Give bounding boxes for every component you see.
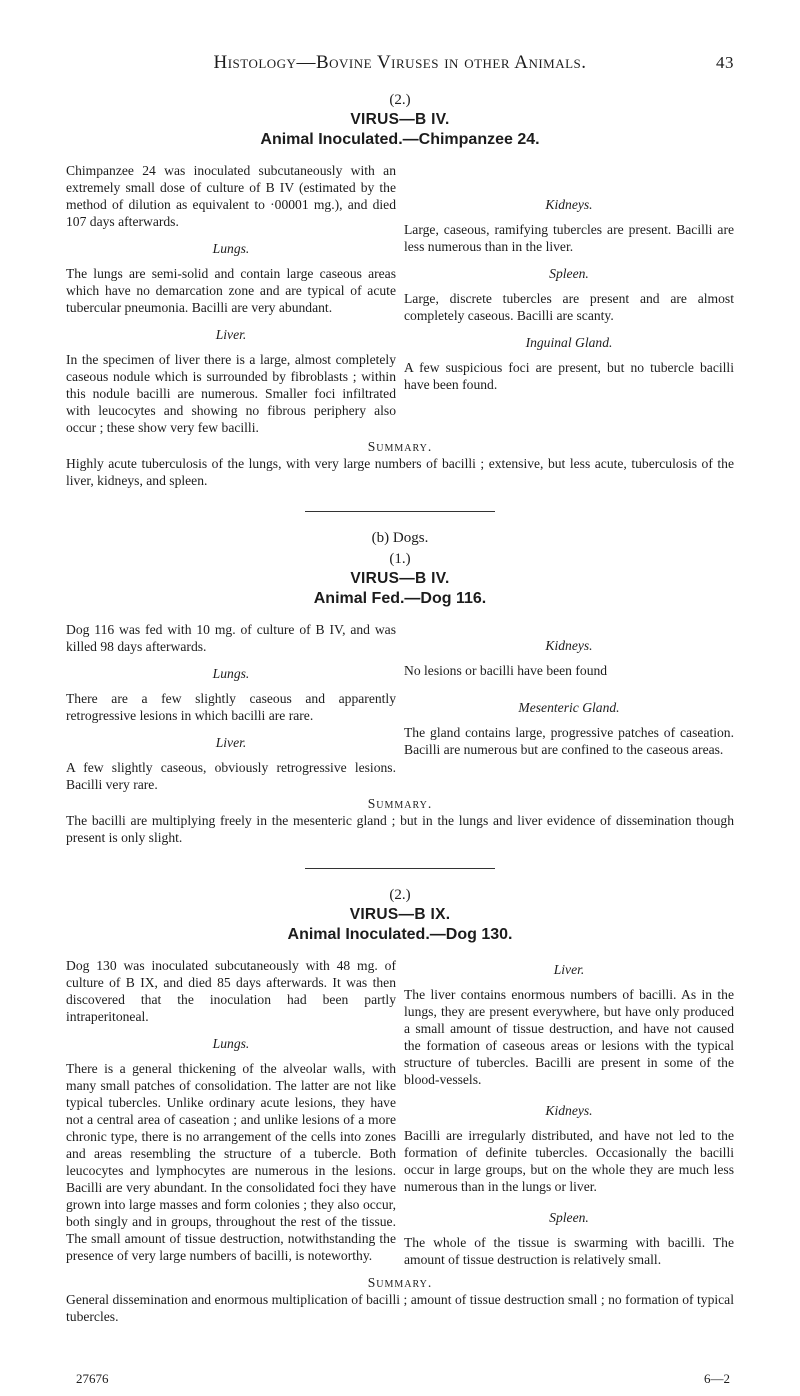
section-number: (2.) <box>389 92 411 108</box>
two-column-body <box>66 621 734 793</box>
liver-paragraph: A few slightly caseous, obviously retrogressive lesions. Bacilli very rare. <box>66 760 396 792</box>
animal-heading: Animal Inoculated.—Dog 130. <box>287 926 513 943</box>
section-dog-116 <box>66 551 734 846</box>
kidneys-paragraph: Large, caseous, ramifying tubercles are present. Bacilli are less numerous than in the liver. <box>404 222 734 254</box>
kidneys-paragraph: No lesions or bacilli have been found <box>404 663 608 678</box>
animal-heading: Animal Fed.—Dog 116. <box>313 590 487 607</box>
summary-paragraph: General dissemination and enormous multiplication of bacilli ; amount of tissue destruction small ; no formation of typical tubercles. <box>66 1292 734 1324</box>
dogs-heading: (b) Dogs. <box>371 530 429 546</box>
subheading-liver: Liver. <box>553 962 585 977</box>
lungs-paragraph: There is a general thickening of the alveolar walls, with many small patches of consolidation. The latter are not like typical tubercles. Unlike ordinary acute lesions, they have not a central area of caseation ; and unlike lesions of a more chronic type, there is no arrangement of the cells into zones and areas resembling the structure of a tubercle. Both leucocytes and lymphocytes are numerous in the lesions. Bacilli are very abundant. In the consolidated foci they have grown into large masses and form colonies ; they also occur, both singly and in groups, throughout the rest of the tissue. The small amount of tissue destruction, notwithstanding the presence of very large numbers of bacilli, is noteworthy. <box>66 1061 396 1263</box>
lungs-paragraph: The lungs are semi-solid and contain large caseous areas which have no demarcation zone and are typical of acute tubercular pneumonia. Bacilli are very abundant. <box>66 266 396 315</box>
summary-heading: Summary. <box>367 1275 433 1290</box>
subheading-liver: Liver. <box>215 327 247 342</box>
subheading-lungs: Lungs. <box>212 1036 250 1051</box>
summary-paragraph: Highly acute tuberculosis of the lungs, with very large numbers of bacilli ; extensive, but less acute, tuberculosis of the liver, kidneys, and spleen. <box>66 456 734 488</box>
subheading-kidneys: Kidneys. <box>545 638 593 653</box>
subheading-spleen: Spleen. <box>549 266 589 281</box>
section-dog-130 <box>66 887 734 1325</box>
right-column <box>404 621 734 793</box>
lungs-paragraph: There are a few slightly caseous and apparently retrogressive lesions in which bacilli are rare. <box>66 691 396 723</box>
subheading-lungs: Lungs. <box>212 241 250 256</box>
virus-heading: VIRUS—B IV. <box>350 111 450 128</box>
section-number: (1.) <box>389 551 411 567</box>
subheading-lungs: Lungs. <box>212 666 250 681</box>
inguinal-paragraph: A few suspicious foci are present, but no tubercle bacilli have been found. <box>404 360 734 392</box>
section-number: (2.) <box>389 887 411 903</box>
left-column <box>66 957 396 1268</box>
summary-heading: Summary. <box>367 796 433 811</box>
virus-heading: VIRUS—B IX. <box>349 906 451 923</box>
mesenteric-paragraph: The gland contains large, progressive patches of caseation. Bacilli are numerous but are confined to the caseous areas. <box>404 725 734 757</box>
intro-paragraph: Chimpanzee 24 was inoculated subcutaneously with an extremely small dose of culture of B IV (estimated by the method of dilution as equivalent to ·00001 mg.), and died 107 days afterwards. <box>66 163 396 229</box>
right-column <box>404 162 734 436</box>
section-divider <box>305 868 495 869</box>
running-title: Histology—Bovine Viruses in other Animals. <box>213 52 587 73</box>
kidneys-paragraph: Bacilli are irregularly distributed, and have not led to the formation of definite tubercles. Occasionally the bacilli occur in large groups, but on the whole they are much less numerous than in the lungs or liver. <box>404 1128 734 1194</box>
page-number: 43 <box>716 53 734 72</box>
subheading-kidneys: Kidneys. <box>545 197 593 212</box>
summary-paragraph: The bacilli are multiplying freely in the mesenteric gland ; but in the lungs and liver evidence of dissemination though present is only slight. <box>66 813 734 845</box>
spleen-paragraph: Large, discrete tubercles are present and are almost completely caseous. Bacilli are scanty. <box>404 291 734 323</box>
intro-paragraph: Dog 116 was fed with 10 mg. of culture of B IV, and was killed 98 days afterwards. <box>66 622 396 654</box>
animal-heading: Animal Inoculated.—Chimpanzee 24. <box>260 131 540 148</box>
spleen-paragraph: The whole of the tissue is swarming with bacilli. The amount of tissue destruction is relatively small. <box>404 1235 734 1267</box>
liver-paragraph: In the specimen of liver there is a large, almost completely caseous nodule which is surrounded by fibroblasts ; within this nodule bacilli are numerous. Smaller foci infiltrated with leucocytes and showing no fibrous periphery also occur ; these show very few bacilli. <box>66 352 396 435</box>
section-chimpanzee-24 <box>66 92 734 489</box>
liver-paragraph: The liver contains enormous numbers of bacilli. As in the lungs, they are present everywhere, but have only produced a small amount of tissue destruction, and have not caused the formation of caseous areas or lesions with the typical structure of tubercles. Bacilli are present in some of the blood-vessels. <box>404 987 734 1087</box>
subheading-kidneys: Kidneys. <box>545 1103 593 1118</box>
signature-mark: 6—2 <box>704 1371 730 1386</box>
left-column <box>66 162 396 436</box>
running-head <box>66 54 734 80</box>
two-column-body <box>66 957 734 1268</box>
subheading-spleen: Spleen. <box>549 1210 589 1225</box>
section-divider <box>305 511 495 512</box>
printer-number: 27676 <box>76 1371 109 1386</box>
two-column-body <box>66 162 734 436</box>
virus-heading: VIRUS—B IV. <box>350 570 450 587</box>
left-column <box>66 621 396 793</box>
summary-heading: Summary. <box>367 439 433 454</box>
right-column <box>404 957 734 1268</box>
page-footer <box>76 1370 730 1387</box>
intro-paragraph: Dog 130 was inoculated subcutaneously with 48 mg. of culture of B IX, and died 85 days afterwards. It was then discovered that the inoculation had been partly intraperitoneal. <box>66 958 396 1024</box>
subheading-inguinal-gland: Inguinal Gland. <box>525 335 613 350</box>
subheading-liver: Liver. <box>215 735 247 750</box>
subheading-mesenteric-gland: Mesenteric Gland. <box>518 700 620 715</box>
